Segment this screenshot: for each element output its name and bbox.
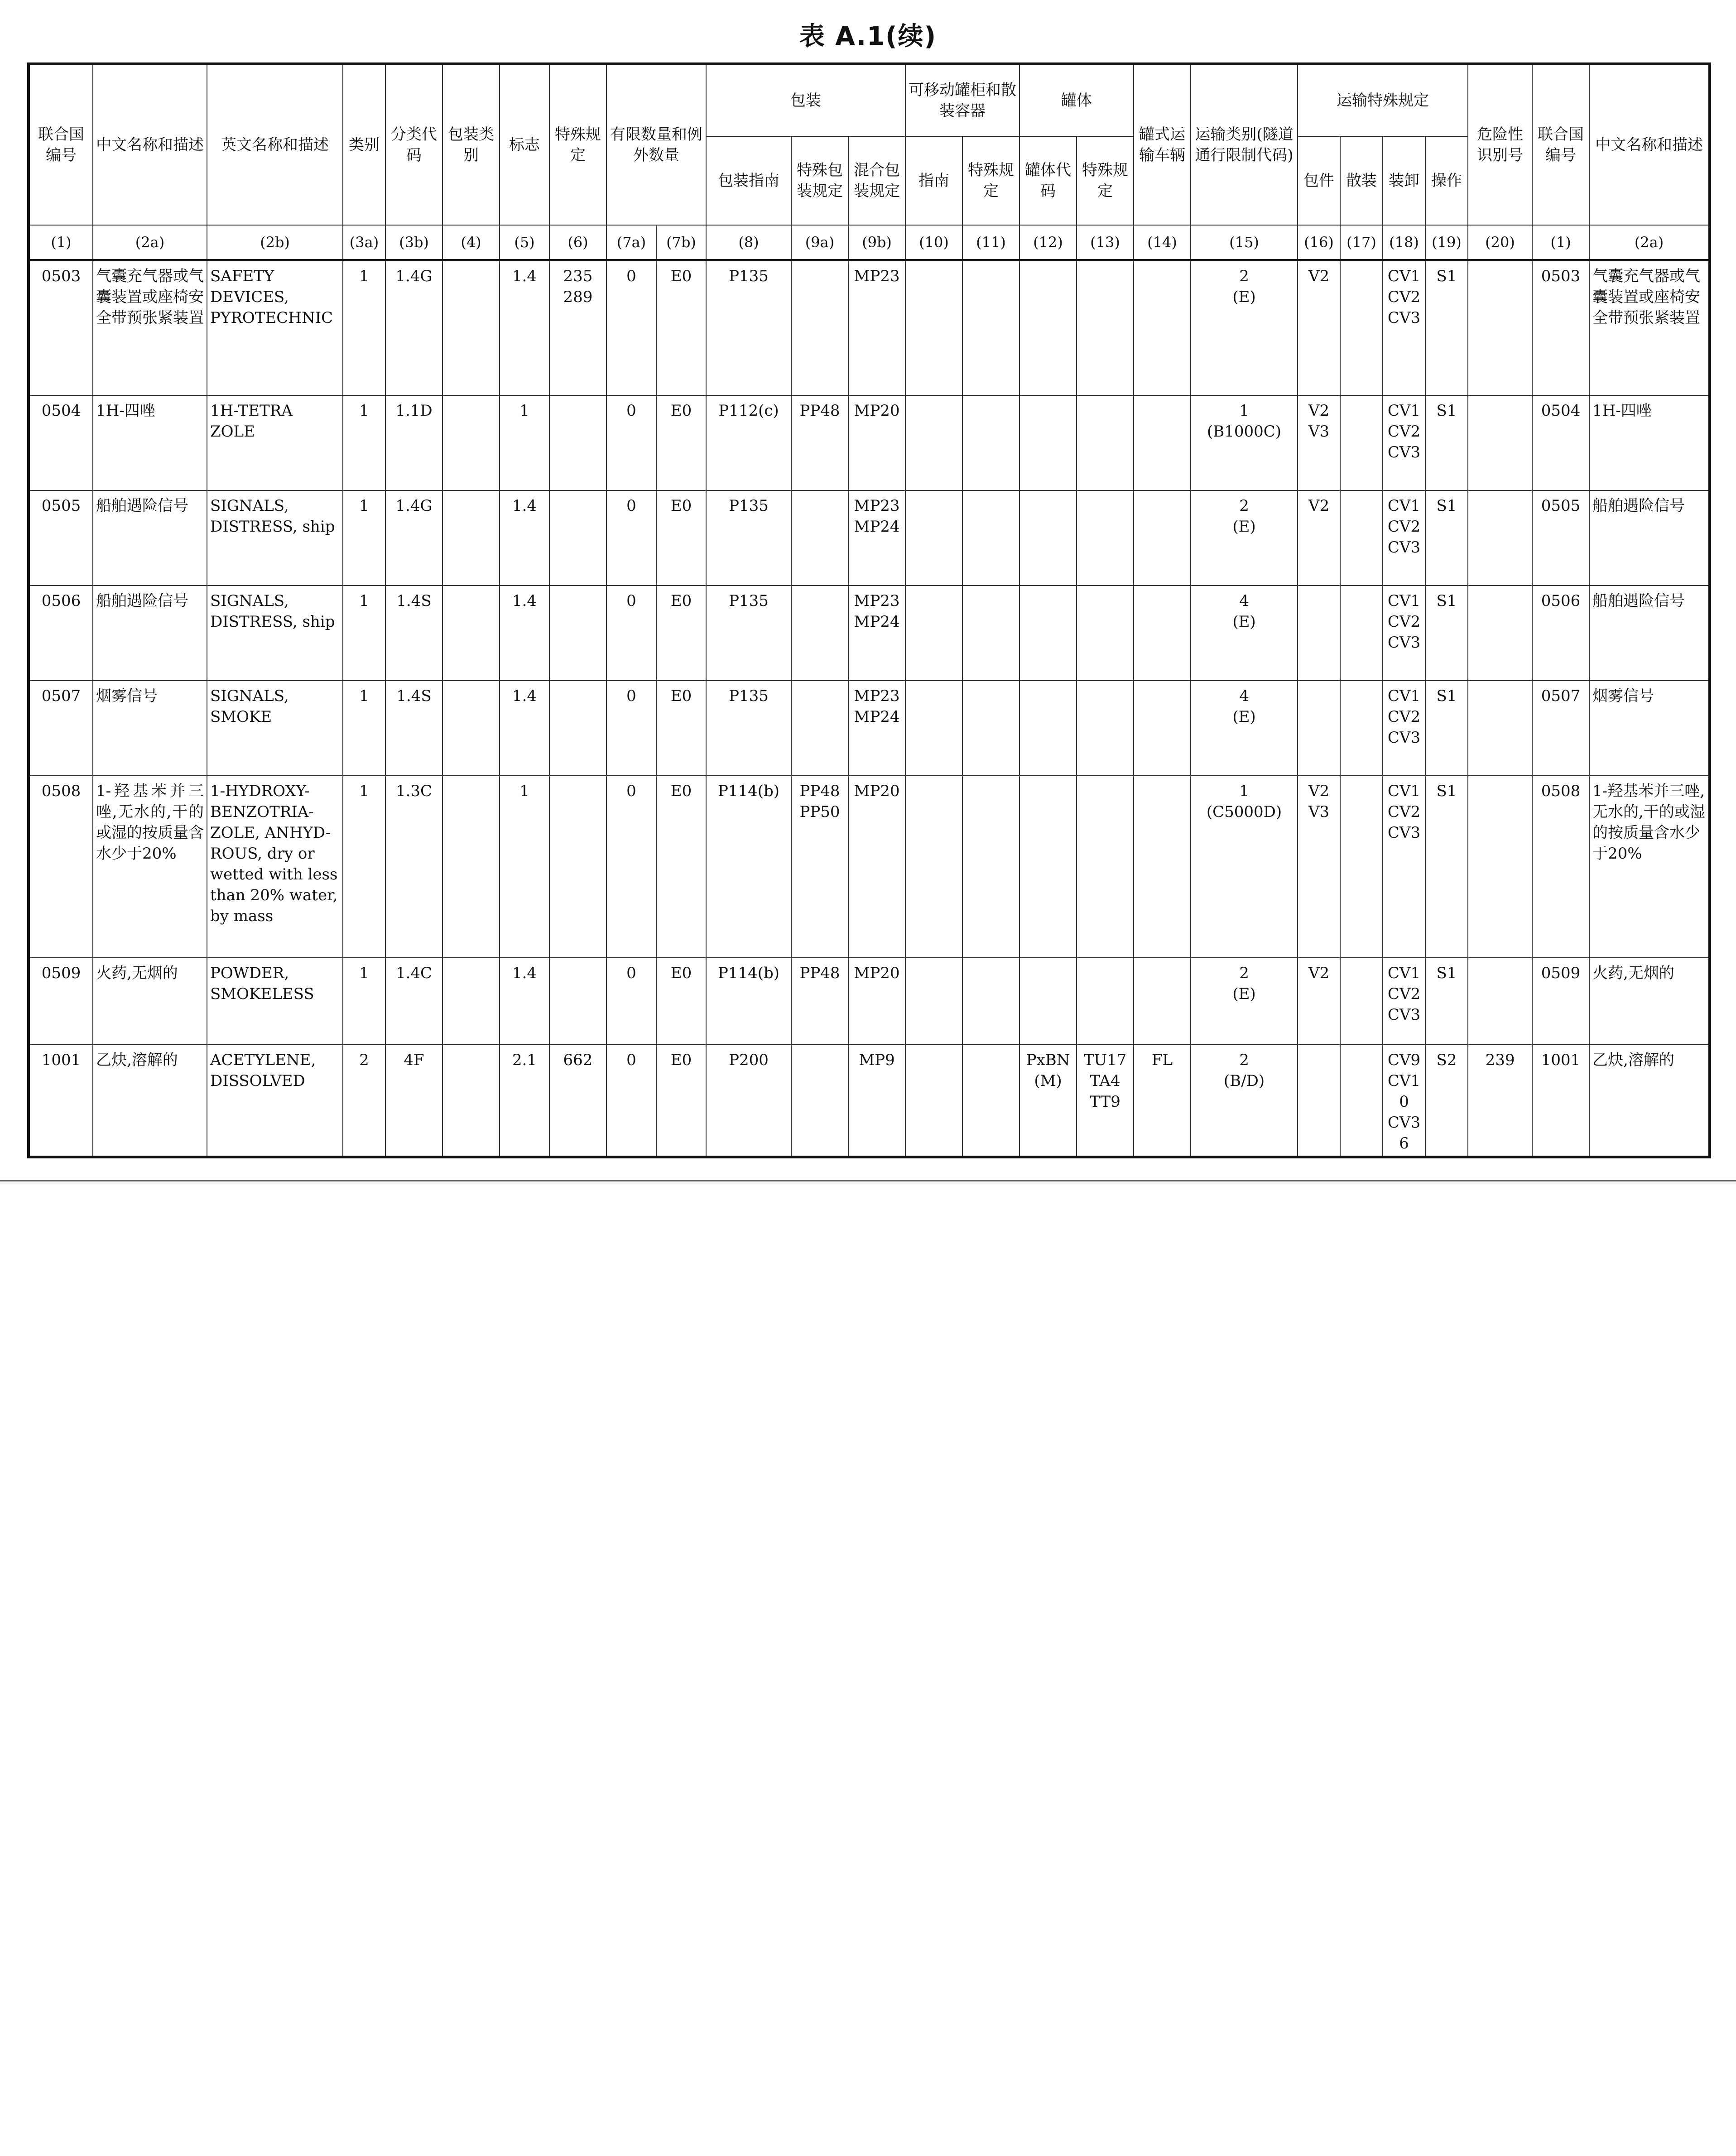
- cell-st-operation: S1: [1425, 586, 1468, 681]
- cell-name-zh: 1-羟基苯并三唑,无水的,干的或湿的按质量含水少于20%: [93, 776, 207, 958]
- cell-labels: 1.4: [500, 681, 549, 776]
- header-mixed-pack: 混合包装规定: [848, 136, 905, 225]
- cell-st-operation: S1: [1425, 490, 1468, 586]
- cell-excepted-qty: E0: [656, 1045, 706, 1157]
- cell-st-loading: CV1 CV2 CV3: [1383, 958, 1425, 1045]
- header-transport-category: 运输类别(隧道通行限制代码): [1191, 64, 1298, 225]
- cell-name-zh-repeat: 乙炔,溶解的: [1589, 1045, 1710, 1157]
- cell-excepted-qty: E0: [656, 395, 706, 490]
- cell-tank-code: [1019, 958, 1077, 1045]
- cell-transport-category: [1191, 681, 1298, 776]
- cell-pt-special: [962, 586, 1019, 681]
- cell-hazard-id: [1468, 586, 1532, 681]
- cell-st-bulk: [1340, 586, 1383, 681]
- cell-tank-vehicle: [1134, 586, 1191, 681]
- cell-mixed-pack: MP20: [848, 958, 905, 1045]
- cell-pack-special: PP48 PP50: [791, 776, 848, 958]
- cell-class: 1: [343, 958, 385, 1045]
- cell-un-no-repeat: 0507: [1532, 681, 1589, 776]
- cell-un-no: 0504: [29, 395, 93, 490]
- cell-un-no-repeat: 0506: [1532, 586, 1589, 681]
- cell-tank-code: [1019, 586, 1077, 681]
- cell-class: 1: [343, 260, 385, 395]
- cell-tank-code: [1019, 395, 1077, 490]
- cell-st-operation: S1: [1425, 681, 1468, 776]
- cell-tank-code: [1019, 490, 1077, 586]
- cell-tank-code: PxBN (M): [1019, 1045, 1077, 1157]
- column-number: (12): [1019, 225, 1077, 260]
- cell-pt-special: [962, 260, 1019, 395]
- header-st-bulk: 散装: [1340, 136, 1383, 225]
- column-number: (6): [549, 225, 606, 260]
- cell-tank-special: [1077, 681, 1134, 776]
- cell-name-zh-repeat: 烟雾信号: [1589, 681, 1710, 776]
- cell-pack-instr: P114(b): [706, 958, 791, 1045]
- column-number: (9b): [848, 225, 905, 260]
- cell-excepted-qty: E0: [656, 958, 706, 1045]
- cell-pack-special: [791, 586, 848, 681]
- cell-special-provisions: [549, 776, 606, 958]
- header-st-operation: 操作: [1425, 136, 1468, 225]
- transport-category-value: 2: [1239, 964, 1249, 982]
- cell-limited-qty: 0: [606, 260, 656, 395]
- cell-name-zh: 火药,无烟的: [93, 958, 207, 1045]
- cell-name-zh: 船舶遇险信号: [93, 586, 207, 681]
- cell-packing-group: [442, 958, 500, 1045]
- column-number: (1): [29, 225, 93, 260]
- cell-pack-special: [791, 260, 848, 395]
- cell-hazard-id: [1468, 260, 1532, 395]
- cell-special-provisions: [549, 586, 606, 681]
- cell-pt-instr: [905, 958, 962, 1045]
- header-st-packages: 包件: [1298, 136, 1340, 225]
- cell-pt-instr: [905, 586, 962, 681]
- header-un-no-repeat: 联合国编号: [1532, 64, 1589, 225]
- cell-tank-vehicle: [1134, 958, 1191, 1045]
- cell-pt-instr: [905, 490, 962, 586]
- header-name-zh-repeat: 中文名称和描述: [1589, 64, 1710, 225]
- table-container: [27, 62, 1710, 1158]
- header-pt-instr: 指南: [905, 136, 962, 225]
- cell-name-zh: 1H-四唑: [93, 395, 207, 490]
- tunnel-code-value: (E): [1232, 612, 1256, 631]
- tunnel-code-value: (E): [1232, 517, 1256, 536]
- cell-class: 1: [343, 586, 385, 681]
- cell-hazard-id: [1468, 776, 1532, 958]
- column-number: (2b): [207, 225, 343, 260]
- cell-st-loading: CV1 CV2 CV3: [1383, 681, 1425, 776]
- column-number: (11): [962, 225, 1019, 260]
- cell-class-code: 1.1D: [385, 395, 442, 490]
- cell-hazard-id: [1468, 490, 1532, 586]
- transport-category-value: 1: [1239, 782, 1249, 800]
- header-labels: 标志: [500, 64, 549, 225]
- cell-name-en: SIGNALS, SMOKE: [207, 681, 343, 776]
- cell-un-no: 0506: [29, 586, 93, 681]
- table-row: [29, 395, 1710, 490]
- cell-pt-instr: [905, 260, 962, 395]
- cell-tank-special: [1077, 490, 1134, 586]
- column-number: (2a): [93, 225, 207, 260]
- transport-category-value: 4: [1239, 591, 1249, 610]
- cell-packing-group: [442, 395, 500, 490]
- cell-pack-instr: P135: [706, 586, 791, 681]
- cell-mixed-pack: MP23 MP24: [848, 490, 905, 586]
- cell-pt-special: [962, 490, 1019, 586]
- header-class-code: 分类代码: [385, 64, 442, 225]
- cell-hazard-id: 239: [1468, 1045, 1532, 1157]
- cell-st-bulk: [1340, 490, 1383, 586]
- transport-category-value: 1: [1239, 401, 1249, 420]
- cell-name-zh-repeat: 船舶遇险信号: [1589, 490, 1710, 586]
- header-portable-tanks: 可移动罐柜和散装容器: [905, 64, 1019, 136]
- cell-pack-special: [791, 1045, 848, 1157]
- cell-class-code: 1.4G: [385, 260, 442, 395]
- cell-special-provisions: [549, 958, 606, 1045]
- cell-st-operation: S1: [1425, 260, 1468, 395]
- cell-tank-code: [1019, 260, 1077, 395]
- cell-tank-special: [1077, 260, 1134, 395]
- cell-un-no: 0503: [29, 260, 93, 395]
- header-limited-quantities: 有限数量和例外数量: [606, 64, 706, 225]
- cell-st-bulk: [1340, 260, 1383, 395]
- column-number: (1): [1532, 225, 1589, 260]
- cell-tank-special: [1077, 395, 1134, 490]
- header-special-transport: 运输特殊规定: [1298, 64, 1468, 136]
- cell-class-code: 1.4S: [385, 681, 442, 776]
- cell-labels: 1.4: [500, 958, 549, 1045]
- header-packing-group: 包装类别: [442, 64, 500, 225]
- cell-mixed-pack: MP20: [848, 776, 905, 958]
- cell-st-loading: CV1 CV2 CV3: [1383, 490, 1425, 586]
- cell-class: 1: [343, 681, 385, 776]
- cell-transport-category: [1191, 260, 1298, 395]
- cell-un-no-repeat: 0508: [1532, 776, 1589, 958]
- cell-name-zh: 船舶遇险信号: [93, 490, 207, 586]
- cell-class-code: 1.4S: [385, 586, 442, 681]
- cell-pack-instr: P135: [706, 681, 791, 776]
- column-number: (3a): [343, 225, 385, 260]
- cell-st-packages: V2 V3: [1298, 395, 1340, 490]
- header-name-en: 英文名称和描述: [207, 64, 343, 225]
- cell-name-zh: 乙炔,溶解的: [93, 1045, 207, 1157]
- cell-pack-special: [791, 490, 848, 586]
- cell-class: 1: [343, 395, 385, 490]
- cell-un-no: 0509: [29, 958, 93, 1045]
- header-tank-code: 罐体代码: [1019, 136, 1077, 225]
- tunnel-code-value: (B/D): [1223, 1071, 1265, 1090]
- cell-name-zh-repeat: 1-羟基苯并三唑,无水的,干的或湿的按质量含水少于20%: [1589, 776, 1710, 958]
- column-number: (7a): [606, 225, 656, 260]
- cell-excepted-qty: E0: [656, 260, 706, 395]
- cell-special-provisions: 662: [549, 1045, 606, 1157]
- cell-tank-special: [1077, 776, 1134, 958]
- column-number: (13): [1077, 225, 1134, 260]
- cell-st-bulk: [1340, 681, 1383, 776]
- header-pack-special: 特殊包装规定: [791, 136, 848, 225]
- cell-pack-instr: P112(c): [706, 395, 791, 490]
- table-title: 表 A.1(续): [799, 22, 937, 51]
- dangerous-goods-table: [27, 62, 1711, 1158]
- cell-hazard-id: [1468, 395, 1532, 490]
- transport-category-value: 4: [1239, 687, 1249, 705]
- cell-limited-qty: 0: [606, 681, 656, 776]
- cell-name-zh-repeat: 火药,无烟的: [1589, 958, 1710, 1045]
- cell-un-no: 1001: [29, 1045, 93, 1157]
- cell-pack-instr: P135: [706, 260, 791, 395]
- cell-pt-special: [962, 958, 1019, 1045]
- cell-st-packages: V2: [1298, 958, 1340, 1045]
- header-tank-special: 特殊规定: [1077, 136, 1134, 225]
- cell-tank-vehicle: [1134, 260, 1191, 395]
- cell-name-en: SIGNALS, DISTRESS, ship: [207, 490, 343, 586]
- cell-excepted-qty: E0: [656, 776, 706, 958]
- cell-class-code: 1.3C: [385, 776, 442, 958]
- cell-pt-special: [962, 776, 1019, 958]
- cell-st-bulk: [1340, 776, 1383, 958]
- cell-pt-special: [962, 1045, 1019, 1157]
- cell-st-packages: [1298, 681, 1340, 776]
- cell-st-operation: S1: [1425, 395, 1468, 490]
- cell-tank-vehicle: [1134, 776, 1191, 958]
- cell-class-code: 1.4C: [385, 958, 442, 1045]
- cell-packing-group: [442, 490, 500, 586]
- cell-limited-qty: 0: [606, 776, 656, 958]
- cell-mixed-pack: MP9: [848, 1045, 905, 1157]
- cell-pt-instr: [905, 776, 962, 958]
- cell-pt-special: [962, 681, 1019, 776]
- page-separator: [0, 1180, 1736, 1181]
- cell-pack-special: PP48: [791, 395, 848, 490]
- cell-st-packages: V2: [1298, 260, 1340, 395]
- cell-tank-vehicle: [1134, 395, 1191, 490]
- cell-st-loading: CV1 CV2 CV3: [1383, 776, 1425, 958]
- cell-labels: 1: [500, 395, 549, 490]
- header-class: 类别: [343, 64, 385, 225]
- cell-pack-instr: P135: [706, 490, 791, 586]
- table-header: [29, 64, 1710, 260]
- header-hazard-id: 危险性识别号: [1468, 64, 1532, 225]
- cell-st-packages: [1298, 1045, 1340, 1157]
- column-number: (14): [1134, 225, 1191, 260]
- cell-class-code: 4F: [385, 1045, 442, 1157]
- cell-tank-code: [1019, 681, 1077, 776]
- cell-limited-qty: 0: [606, 490, 656, 586]
- column-number: (20): [1468, 225, 1532, 260]
- cell-name-en: ACETYLENE, DISSOLVED: [207, 1045, 343, 1157]
- header-pack-instr: 包装指南: [706, 136, 791, 225]
- cell-name-en: 1H-TETRA ZOLE: [207, 395, 343, 490]
- cell-st-loading: CV1 CV2 CV3: [1383, 260, 1425, 395]
- tunnel-code-value: (E): [1232, 984, 1256, 1003]
- cell-tank-special: [1077, 958, 1134, 1045]
- cell-mixed-pack: MP23 MP24: [848, 586, 905, 681]
- cell-mixed-pack: MP23 MP24: [848, 681, 905, 776]
- cell-name-zh-repeat: 1H-四唑: [1589, 395, 1710, 490]
- column-number-row: [29, 225, 1710, 260]
- cell-pt-instr: [905, 681, 962, 776]
- cell-st-loading: CV1 CV2 CV3: [1383, 586, 1425, 681]
- cell-st-bulk: [1340, 958, 1383, 1045]
- cell-st-operation: S2: [1425, 1045, 1468, 1157]
- cell-st-loading: CV1 CV2 CV3: [1383, 395, 1425, 490]
- cell-st-packages: V2: [1298, 490, 1340, 586]
- cell-tank-vehicle: [1134, 490, 1191, 586]
- column-number: (3b): [385, 225, 442, 260]
- cell-un-no-repeat: 0509: [1532, 958, 1589, 1045]
- cell-pt-special: [962, 395, 1019, 490]
- cell-un-no: 0508: [29, 776, 93, 958]
- header-un-no: 联合国编号: [29, 64, 93, 225]
- table-row: [29, 776, 1710, 958]
- cell-labels: 1.4: [500, 490, 549, 586]
- header-packaging: 包装: [706, 64, 905, 136]
- cell-name-zh: 烟雾信号: [93, 681, 207, 776]
- cell-transport-category: [1191, 490, 1298, 586]
- cell-pack-special: [791, 681, 848, 776]
- cell-st-operation: S1: [1425, 958, 1468, 1045]
- cell-excepted-qty: E0: [656, 681, 706, 776]
- cell-special-provisions: [549, 395, 606, 490]
- column-number: (15): [1191, 225, 1298, 260]
- cell-un-no-repeat: 0504: [1532, 395, 1589, 490]
- cell-pack-special: PP48: [791, 958, 848, 1045]
- cell-excepted-qty: E0: [656, 490, 706, 586]
- cell-class-code: 1.4G: [385, 490, 442, 586]
- table-row: [29, 681, 1710, 776]
- cell-tank-code: [1019, 776, 1077, 958]
- cell-st-operation: S1: [1425, 776, 1468, 958]
- header-name-zh: 中文名称和描述: [93, 64, 207, 225]
- header-tanks: 罐体: [1019, 64, 1134, 136]
- column-number: (16): [1298, 225, 1340, 260]
- table-body: [29, 260, 1710, 1157]
- cell-labels: 1.4: [500, 586, 549, 681]
- cell-name-en: 1-HYDROXY-BENZOTRIA-ZOLE, ANHYD-ROUS, dry or wetted with less than 20% water, by mass: [207, 776, 343, 958]
- column-number: (10): [905, 225, 962, 260]
- cell-hazard-id: [1468, 681, 1532, 776]
- cell-pack-instr: P200: [706, 1045, 791, 1157]
- column-number: (19): [1425, 225, 1468, 260]
- column-number: (4): [442, 225, 500, 260]
- cell-mixed-pack: MP20: [848, 395, 905, 490]
- cell-transport-category: [1191, 586, 1298, 681]
- cell-tank-vehicle: [1134, 681, 1191, 776]
- cell-pt-instr: [905, 1045, 962, 1157]
- cell-st-packages: [1298, 586, 1340, 681]
- column-number: (18): [1383, 225, 1425, 260]
- cell-mixed-pack: MP23: [848, 260, 905, 395]
- cell-pack-instr: P114(b): [706, 776, 791, 958]
- cell-hazard-id: [1468, 958, 1532, 1045]
- cell-packing-group: [442, 1045, 500, 1157]
- cell-packing-group: [442, 260, 500, 395]
- cell-pt-instr: [905, 395, 962, 490]
- cell-packing-group: [442, 776, 500, 958]
- cell-class: 1: [343, 490, 385, 586]
- cell-limited-qty: 0: [606, 395, 656, 490]
- tunnel-code-value: (E): [1232, 707, 1256, 726]
- cell-packing-group: [442, 681, 500, 776]
- cell-name-en: SAFETY DEVICES, PYROTECHNIC: [207, 260, 343, 395]
- cell-class: 1: [343, 776, 385, 958]
- transport-category-value: 2: [1239, 267, 1249, 285]
- table-row: [29, 260, 1710, 395]
- cell-name-zh: 气囊充气器或气囊装置或座椅安全带预张紧装置: [93, 260, 207, 395]
- cell-tank-vehicle: FL: [1134, 1045, 1191, 1157]
- cell-tank-special: [1077, 586, 1134, 681]
- transport-category-value: 2: [1239, 1051, 1249, 1069]
- cell-name-zh-repeat: 气囊充气器或气囊装置或座椅安全带预张紧装置: [1589, 260, 1710, 395]
- cell-labels: 1: [500, 776, 549, 958]
- cell-special-provisions: 235 289: [549, 260, 606, 395]
- cell-packing-group: [442, 586, 500, 681]
- tunnel-code-value: (C5000D): [1206, 802, 1282, 821]
- cell-name-zh-repeat: 船舶遇险信号: [1589, 586, 1710, 681]
- cell-limited-qty: 0: [606, 586, 656, 681]
- tunnel-code-value: (E): [1232, 288, 1256, 306]
- column-number: (17): [1340, 225, 1383, 260]
- table-row: [29, 490, 1710, 586]
- cell-tank-special: TU17 TA4 TT9: [1077, 1045, 1134, 1157]
- column-number: (7b): [656, 225, 706, 260]
- cell-name-en: POWDER, SMOKELESS: [207, 958, 343, 1045]
- tunnel-code-value: (B1000C): [1207, 422, 1282, 441]
- column-number: (5): [500, 225, 549, 260]
- cell-limited-qty: 0: [606, 1045, 656, 1157]
- table-row: [29, 958, 1710, 1045]
- cell-un-no-repeat: 0503: [1532, 260, 1589, 395]
- cell-un-no-repeat: 0505: [1532, 490, 1589, 586]
- cell-name-en: SIGNALS, DISTRESS, ship: [207, 586, 343, 681]
- cell-excepted-qty: E0: [656, 586, 706, 681]
- cell-transport-category: [1191, 958, 1298, 1045]
- cell-un-no: 0507: [29, 681, 93, 776]
- header-pt-special: 特殊规定: [962, 136, 1019, 225]
- table-row: [29, 1045, 1710, 1157]
- cell-class: 2: [343, 1045, 385, 1157]
- cell-transport-category: [1191, 776, 1298, 958]
- cell-transport-category: [1191, 1045, 1298, 1157]
- column-number: (2a): [1589, 225, 1710, 260]
- header-tank-vehicle: 罐式运输车辆: [1134, 64, 1191, 225]
- cell-st-loading: CV9 CV10 CV36: [1383, 1045, 1425, 1157]
- cell-un-no: 0505: [29, 490, 93, 586]
- cell-st-bulk: [1340, 395, 1383, 490]
- column-number: (8): [706, 225, 791, 260]
- cell-labels: 2.1: [500, 1045, 549, 1157]
- header-special-provisions: 特殊规定: [549, 64, 606, 225]
- table-row: [29, 586, 1710, 681]
- cell-special-provisions: [549, 490, 606, 586]
- cell-labels: 1.4: [500, 260, 549, 395]
- header-st-loading: 装卸: [1383, 136, 1425, 225]
- transport-category-value: 2: [1239, 496, 1249, 515]
- cell-st-bulk: [1340, 1045, 1383, 1157]
- cell-un-no-repeat: 1001: [1532, 1045, 1589, 1157]
- cell-transport-category: [1191, 395, 1298, 490]
- cell-special-provisions: [549, 681, 606, 776]
- cell-st-packages: V2 V3: [1298, 776, 1340, 958]
- cell-limited-qty: 0: [606, 958, 656, 1045]
- column-number: (9a): [791, 225, 848, 260]
